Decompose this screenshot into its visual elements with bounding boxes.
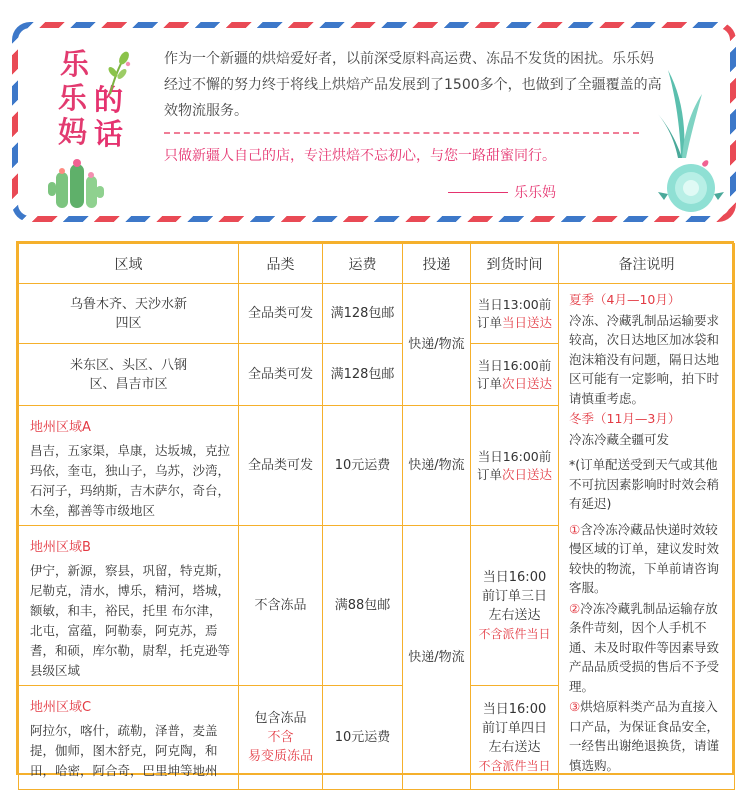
region-cell xyxy=(19,406,239,526)
fee-cell: 10元运费 xyxy=(323,406,403,526)
remark-note-1 xyxy=(569,520,728,598)
arrival-line xyxy=(471,375,558,393)
arrival-cell xyxy=(471,526,559,686)
note-text: 烘焙原料类产品为直接入口产品，为保证食品安全，一经售出谢绝退换货，请谨慎选购。 xyxy=(569,699,720,773)
weather-note: *(订单配送受到天气或其他不可抗因素影响时时效会稍有延迟) xyxy=(569,457,720,511)
plant-leaves-icon xyxy=(656,68,706,158)
shipping-table-grid xyxy=(18,243,735,790)
title-char: 话 xyxy=(94,117,124,151)
arrival-line xyxy=(471,314,558,332)
arrival-highlight: 次日送达 xyxy=(502,466,553,482)
region-cities: 昌吉，五家渠，阜康，达坂城，克拉玛依，奎屯，独山子，乌苏，沙湾，石河子，玛纳斯，吉木萨尔，奇台，木垒，鄯善等市级地区 xyxy=(30,443,231,518)
winter-text: 冷冻冷藏全疆可发 xyxy=(569,431,670,447)
arrival-line: 前订单四日 xyxy=(481,720,547,736)
arrival-prefix: 订单 xyxy=(476,466,502,482)
signature xyxy=(448,182,648,202)
arrival-line: 当日13:00前 xyxy=(477,296,552,312)
arrival-line: 当日16:00 xyxy=(482,701,547,717)
remarks-cell xyxy=(559,284,735,790)
header-region: 区域 xyxy=(19,244,239,284)
shipping-table xyxy=(16,241,734,778)
category-cell xyxy=(239,686,323,790)
header-shipping: 投递 xyxy=(403,244,471,284)
region-text: 米东区、头区、八钢区、昌吉市区 xyxy=(69,357,187,392)
arrival-line: 前订单三日 xyxy=(481,588,547,604)
table-header-row xyxy=(19,244,735,284)
remark-note-3 xyxy=(569,697,728,775)
signature-name: 乐乐妈 xyxy=(514,185,556,201)
winter-title: 冬季（11月—3月） xyxy=(569,411,681,426)
summer-text: 冷冻、冷藏乳制品运输要求较高，次日达地区加冰袋和泡沫箱没有问题，隔日达地区可能有一定影响，拍下时请慎重考虑。 xyxy=(569,312,720,406)
region-name: 地州区域B xyxy=(30,540,91,555)
category-cell: 全品类可发 xyxy=(239,344,323,406)
note-text: 含冷冻冷藏品快递时效较慢区域的订单，建议发时效较快的物流，下单前请咨询客服。 xyxy=(569,521,720,595)
note-text: 冷冻冷藏乳制品运输存放条件苛刻，因个人手机不通、未及时取件等因素导致产品品质受损的售后不予受理。 xyxy=(569,600,720,694)
arrival-line: 当日16:00 xyxy=(482,569,547,585)
region-cell xyxy=(19,284,239,344)
title-char: 乐 xyxy=(60,47,90,81)
arrival-line: 左右送达 xyxy=(488,739,541,755)
arrival-cell xyxy=(471,686,559,790)
note-number: ② xyxy=(569,600,581,616)
region-cities: 伊宁，新源，察县，巩留，特克斯，尼勒克，清水，博乐，精河，塔城，额敏，和丰，裕民，托里 布尔津，北屯，富蕴，阿勒泰，阿克苏，焉耆，和硕，库尔勒，尉犁，托克逊等县级区域 xyxy=(30,563,231,678)
shipping-cell: 快递/物流 xyxy=(403,526,471,790)
region-text: 乌鲁木齐、天沙水新四区 xyxy=(69,296,187,331)
arrival-cell xyxy=(471,406,559,526)
arrival-cell xyxy=(471,284,559,344)
fee-cell: 10元运费 xyxy=(323,686,403,790)
dashed-divider xyxy=(164,132,639,134)
fee-cell: 满128包邮 xyxy=(323,284,403,344)
shipping-cell: 快递/物流 xyxy=(403,284,471,406)
letter-inner xyxy=(18,28,730,216)
title-char: 的 xyxy=(94,83,124,117)
remark-note-2 xyxy=(569,599,728,697)
slogan-text: 只做新疆人自己的店，专注烘焙不忘初心，与您一路甜蜜同行。 xyxy=(164,148,556,164)
category-line: 包含冻品 xyxy=(254,711,307,726)
category-line: 易变质冻品 xyxy=(247,749,313,764)
summer-title: 夏季（4月—10月） xyxy=(569,292,681,307)
arrival-cell xyxy=(471,344,559,406)
category-cell: 不含冻品 xyxy=(239,526,323,686)
header-category: 品类 xyxy=(239,244,323,284)
succulent-icon xyxy=(656,156,726,216)
fee-cell: 满88包邮 xyxy=(323,526,403,686)
fee-cell: 满128包邮 xyxy=(323,344,403,406)
category-cell: 全品类可发 xyxy=(239,406,323,526)
leaf-sprig-icon xyxy=(102,50,132,96)
arrival-line: 当日16:00前 xyxy=(477,357,552,373)
arrival-note: 不含派件当日 xyxy=(478,626,551,641)
category-line: 不含 xyxy=(267,730,294,745)
letter-card xyxy=(12,22,736,222)
table-row xyxy=(19,284,735,344)
title-char: 妈 xyxy=(58,115,88,149)
arrival-prefix: 订单 xyxy=(476,375,502,391)
arrival-line: 左右送达 xyxy=(488,607,541,623)
arrival-highlight: 当日送达 xyxy=(502,314,553,330)
region-name: 地州区域A xyxy=(30,420,91,435)
signature-line xyxy=(448,192,508,193)
arrival-prefix: 订单 xyxy=(476,314,502,330)
region-cell xyxy=(19,344,239,406)
cactus-icon xyxy=(46,158,110,210)
arrival-note: 不含派件当日 xyxy=(478,758,551,773)
note-number: ③ xyxy=(569,699,581,714)
region-cell xyxy=(19,686,239,790)
header-remarks: 备注说明 xyxy=(559,244,735,284)
shipping-cell: 快递/物流 xyxy=(403,406,471,526)
region-cities: 阿拉尔，喀什，疏勒，泽普，麦盖提，伽师，图木舒克，阿克陶，和田，哈密，阿合奇，巴里坤等地州 xyxy=(30,723,218,778)
category-cell: 全品类可发 xyxy=(239,284,323,344)
arrival-line xyxy=(471,466,558,484)
header-arrival: 到货时间 xyxy=(471,244,559,284)
header-fee: 运费 xyxy=(323,244,403,284)
intro-text: 作为一个新疆的烘焙爱好者，以前深受原料高运费、冻品不发货的困扰。乐乐妈经过不懈的努力终于将线上烘焙产品发展到了1500多个，也做到了全疆覆盖的高效物流服务。 xyxy=(164,51,662,119)
note-number: ① xyxy=(569,521,581,537)
region-cell xyxy=(19,526,239,686)
arrival-line: 当日16:00前 xyxy=(477,448,552,464)
title-char: 乐 xyxy=(58,81,88,115)
region-name: 地州区域C xyxy=(30,700,92,715)
arrival-highlight: 次日送达 xyxy=(502,375,553,391)
